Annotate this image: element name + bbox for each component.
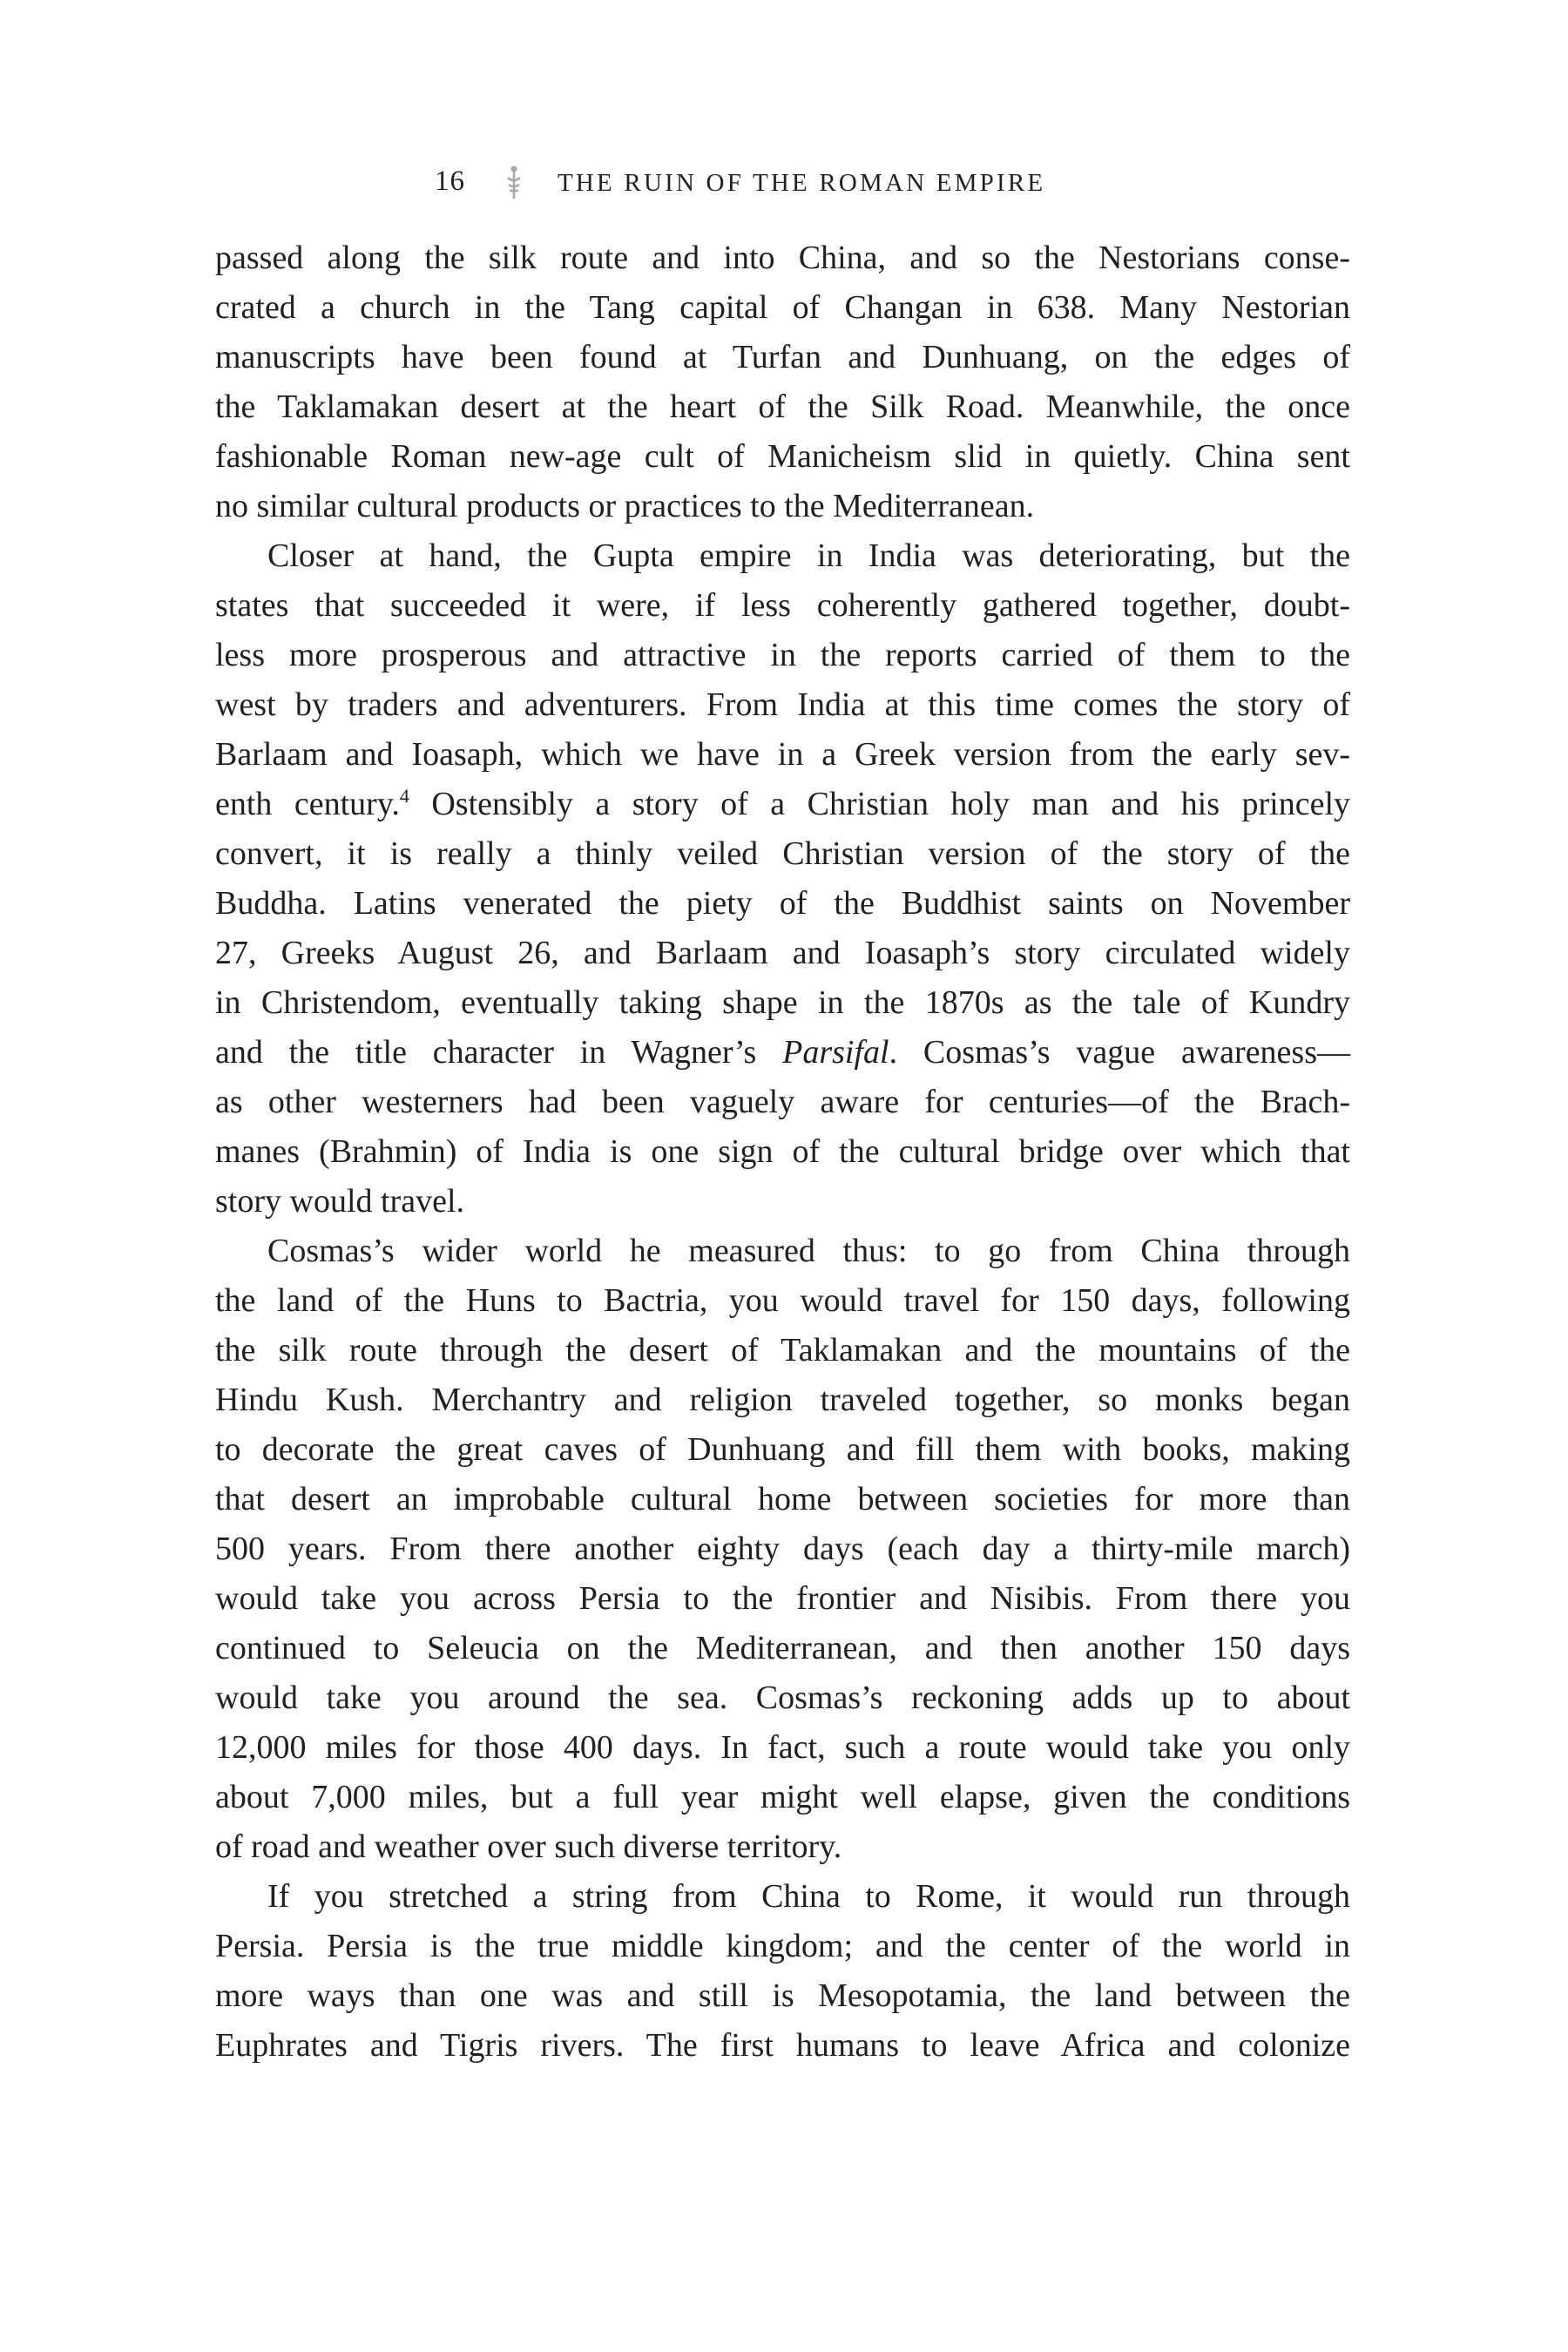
line-text: states that succeeded it were, if less coherently gathered together, doubt- — [215, 587, 1350, 624]
line-text: 500 years. From there another eighty days (each day a thirty-mile march) — [215, 1531, 1350, 1567]
fleuron-icon — [505, 166, 523, 200]
text-line — [215, 680, 1350, 730]
line-text: manuscripts have been found at Turfan and Dunhuang, on the edges of — [215, 339, 1350, 375]
line-text: convert, it is really a thinly veiled Christian version of the story of the — [215, 835, 1350, 872]
text-line — [215, 1723, 1350, 1773]
line-text: less more prosperous and attractive in the reports carried of them to the — [215, 637, 1350, 673]
text-line — [215, 1971, 1350, 2021]
line-text: no similar cultural products or practices to the Mediterranean. — [215, 488, 1035, 524]
text-line — [215, 1227, 1350, 1276]
text-line — [215, 1375, 1350, 1425]
text-line — [215, 2021, 1350, 2071]
line-text: Persia. Persia is the true middle kingdom; and the center of the world in — [215, 1928, 1350, 1964]
line-text: the land of the Huns to Bactria, you would travel for 150 days, following — [215, 1282, 1350, 1319]
line-text: Cosmas’s wider world he measured thus: to go from China through — [267, 1233, 1350, 1269]
line-text: 27, Greeks August 26, and Barlaam and Ioasaph’s story circulated widely — [215, 935, 1350, 971]
italic-title: Parsifal — [782, 1034, 889, 1071]
footnote-marker: 4 — [399, 785, 409, 807]
text-line — [215, 1922, 1350, 1971]
text-line — [215, 929, 1350, 978]
text-line — [215, 1425, 1350, 1475]
line-text: the Taklamakan desert at the heart of the Silk Road. Meanwhile, the once — [215, 389, 1350, 425]
line-text: story would travel. — [215, 1183, 465, 1220]
line-text: Euphrates and Tigris rivers. The first humans to leave Africa and colonize — [215, 2027, 1350, 2064]
line-text: fashionable Roman new-age cult of Manicheism slid in quietly. China sent — [215, 438, 1350, 475]
text-line — [215, 1475, 1350, 1524]
line-text: Ostensibly a story of a Christian holy man and his princely — [409, 786, 1350, 822]
text-line — [215, 879, 1350, 929]
line-text: crated a church in the Tang capital of Changan in 638. Many Nestorian — [215, 289, 1350, 326]
text-line — [215, 283, 1350, 333]
line-text: more ways than one was and still is Mesopotamia, the land between the — [215, 1977, 1350, 2014]
text-line — [215, 1326, 1350, 1375]
text-line — [215, 780, 1350, 829]
page-number: 16 — [435, 166, 465, 197]
text-line — [215, 1177, 1350, 1227]
line-text: about 7,000 miles, but a full year might well elapse, given the conditions — [215, 1779, 1350, 1815]
line-text: that desert an improbable cultural home between societies for more than — [215, 1481, 1350, 1517]
line-text: continued to Seleucia on the Mediterranean, and then another 150 days — [215, 1630, 1350, 1666]
text-line — [215, 1127, 1350, 1177]
text-line — [215, 631, 1350, 680]
line-text: to decorate the great caves of Dunhuang and fill them with books, making — [215, 1431, 1350, 1468]
line-text: manes (Brahmin) of India is one sign of the cultural bridge over which that — [215, 1133, 1350, 1170]
text-line — [215, 531, 1350, 581]
running-title: THE RUIN OF THE ROMAN EMPIRE — [558, 169, 1046, 197]
text-line — [215, 432, 1350, 482]
text-line — [215, 1673, 1350, 1723]
line-text: Barlaam and Ioasaph, which we have in a Greek version from the early sev- — [215, 736, 1350, 773]
text-line — [215, 1872, 1350, 1922]
line-text: If you stretched a string from China to Rome, it would run through — [267, 1878, 1350, 1915]
text-line — [215, 829, 1350, 879]
line-text: 12,000 miles for those 400 days. In fact, such a route would take you only — [215, 1729, 1350, 1766]
text-line — [215, 1773, 1350, 1822]
text-line — [215, 1624, 1350, 1673]
text-line — [215, 581, 1350, 631]
text-line — [215, 1524, 1350, 1574]
line-text: . Cosmas’s vague awareness— — [889, 1034, 1351, 1071]
text-line — [215, 233, 1350, 283]
text-line — [215, 382, 1350, 432]
text-line — [215, 1078, 1350, 1127]
running-header — [0, 166, 1568, 209]
line-text: enth century. — [215, 786, 400, 822]
text-line — [215, 1574, 1350, 1624]
text-line — [215, 1276, 1350, 1326]
line-text: Closer at hand, the Gupta empire in India was deteriorating, but the — [267, 537, 1350, 574]
body-text — [215, 233, 1350, 2071]
line-text: as other westerners had been vaguely aware for centuries—of the Brach- — [215, 1084, 1350, 1120]
line-text: passed along the silk route and into China, and so the Nestorians conse- — [215, 240, 1350, 276]
text-line — [215, 730, 1350, 780]
line-text: would take you around the sea. Cosmas’s reckoning adds up to about — [215, 1680, 1350, 1716]
line-text: of road and weather over such diverse territory. — [215, 1828, 842, 1865]
text-line — [215, 1822, 1350, 1872]
line-text: the silk route through the desert of Taklamakan and the mountains of the — [215, 1332, 1350, 1369]
line-text: and the title character in Wagner’s — [215, 1034, 783, 1071]
line-text: west by traders and adventurers. From India at this time comes the story of — [215, 686, 1350, 723]
text-line — [215, 978, 1350, 1028]
line-text: Buddha. Latins venerated the piety of the Buddhist saints on November — [215, 885, 1350, 922]
text-line — [215, 333, 1350, 382]
line-text: Hindu Kush. Merchantry and religion traveled together, so monks began — [215, 1382, 1350, 1418]
line-text: would take you across Persia to the frontier and Nisibis. From there you — [215, 1580, 1350, 1617]
text-line — [215, 1028, 1350, 1078]
line-text: in Christendom, eventually taking shape in the 1870s as the tale of Kundry — [215, 984, 1350, 1021]
text-line — [215, 482, 1350, 531]
